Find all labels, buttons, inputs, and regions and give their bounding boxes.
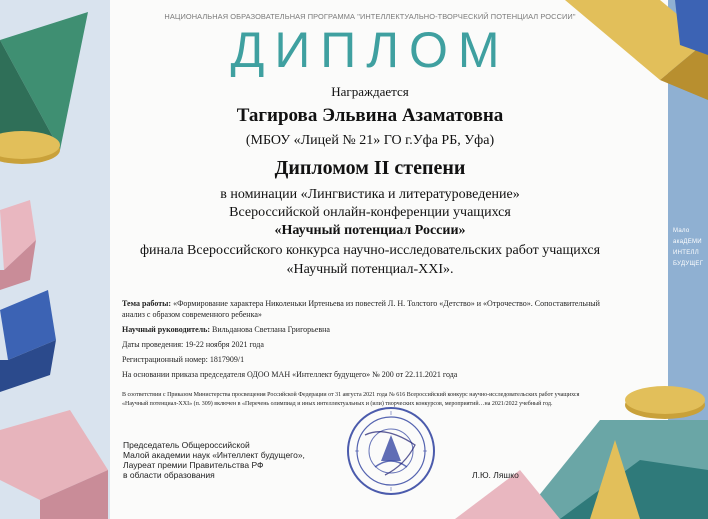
diploma-degree: Дипломом II степени bbox=[274, 157, 466, 179]
signer-line: в области образования bbox=[123, 470, 215, 480]
signer-block bbox=[123, 440, 353, 480]
official-seal-stamp bbox=[345, 405, 437, 497]
signer-line: Малой академии наук «Интеллект будущего», bbox=[123, 450, 305, 460]
signer-name: Л.Ю. Ляшко bbox=[472, 470, 519, 480]
legal-line: «Научный потенциал-XXI» (п. 309) включен в «Перечень олимпиад и иных интеллектуальных и (или) творческих конкурсов, мероприятий…на 2021/2022 учебный год. bbox=[122, 401, 553, 407]
topic-row bbox=[122, 298, 622, 320]
dates-row: Даты проведения: 19-22 ноября 2021 года bbox=[122, 340, 264, 349]
topic-label: Тема работы: bbox=[122, 299, 172, 308]
final-text: финала Всероссийского конкурса научно-исследовательских работ учащихся bbox=[139, 243, 601, 258]
recipient-name: Тагирова Эльвина Азаматовна bbox=[236, 105, 504, 126]
supervisor-label: Научный руководитель: bbox=[122, 325, 210, 334]
signer-line: Председатель Общероссийской bbox=[123, 440, 250, 450]
topic-value: «Формирование характера Николеньки Иртеньева из повестей Л. Н. Толстого «Детство» и «Отрочество». Сопоставительный анализ с образом современного ребенка» bbox=[122, 299, 600, 319]
side-text-line: акаДЕМИ bbox=[673, 239, 702, 245]
final-name: «Научный потенциал-XXI». bbox=[286, 262, 454, 277]
conference-text: Всероссийской онлайн-конференции учащихся bbox=[229, 205, 511, 220]
program-name: НАЦИОНАЛЬНАЯ ОБРАЗОВАТЕЛЬНАЯ ПРОГРАММА "ИНТЕЛЛЕКТУАЛЬНО-ТВОРЧЕСКИЙ ПОТЕНЦИАЛ РОССИИ" bbox=[164, 12, 576, 21]
recipient-school: (МБОУ «Лицей № 21» ГО г.Уфа РБ, Уфа) bbox=[245, 133, 495, 148]
side-text-line: ИНТЕЛЛ bbox=[673, 250, 699, 256]
side-text-line: БУДУЩЕГ bbox=[673, 261, 704, 267]
side-text-line: Мало bbox=[673, 228, 690, 234]
legal-line: В соответствии с Приказом Министерства просвещения Российской Федерации от 31 августа 2021 года № 616 Всероссийский конкурс научно-исследовательских работ учащихся bbox=[122, 392, 580, 398]
work-details bbox=[122, 298, 622, 380]
nomination-text: в номинации «Лингвистика и литературоведение» bbox=[220, 187, 520, 202]
signer-line: Лауреат премии Правительства РФ bbox=[123, 460, 264, 470]
basis-row: На основании приказа председателя ОДОО МАН «Интеллект будущего» № 200 от 22.11.2021 года bbox=[122, 370, 458, 379]
supervisor-value: Вильданова Светлана Григорьевна bbox=[212, 325, 330, 334]
supervisor-row bbox=[122, 324, 622, 335]
conference-name: «Научный потенциал России» bbox=[274, 223, 466, 238]
side-vertical-text bbox=[673, 226, 708, 270]
awarded-label: Награждается bbox=[331, 84, 409, 99]
diploma-title: ДИПЛОМ bbox=[230, 22, 510, 78]
reg-number-row: Регистрационный номер: 1817909/1 bbox=[122, 355, 245, 364]
